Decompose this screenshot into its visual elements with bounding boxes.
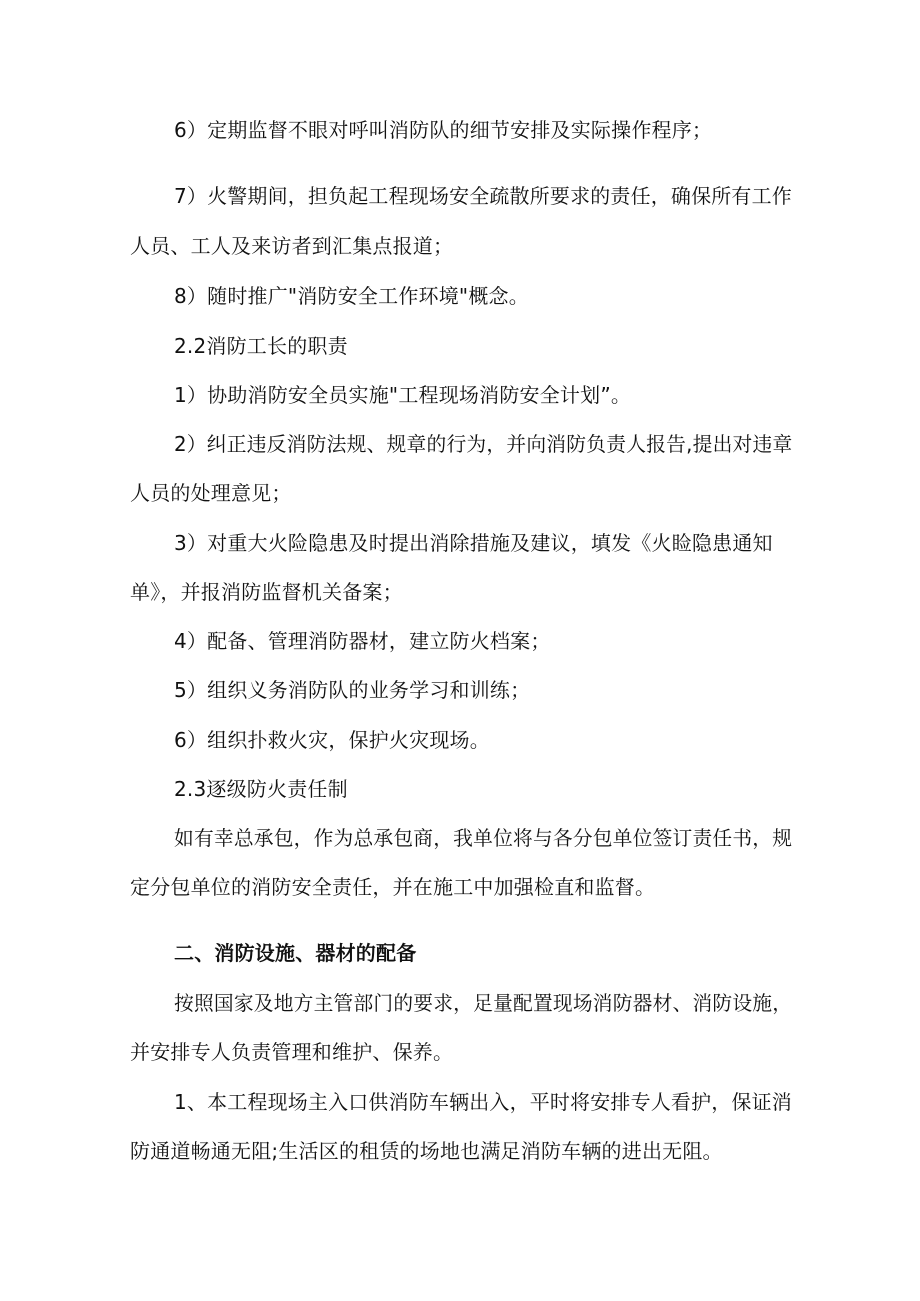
duty-2-line1: 2）纠正违反消防法规、规章的行为，并向消防负责人报告,提出对违章 — [174, 432, 793, 456]
chapter-2-heading: 二、消防设施、器材的配备 — [174, 941, 417, 965]
duty-5: 5）组织义务消防队的业务学习和训练； — [174, 678, 531, 702]
duty-2-line2: 人员的处理意见； — [130, 481, 292, 505]
duty-3-line1: 3）对重大火险隐患及时提出消除措施及建议，填发《火睑隐患通知 — [174, 531, 773, 555]
duty-1: 1）协助消防安全员实施"工程现场消防安全计划”。 — [174, 383, 632, 407]
section-2-3-heading: 2.3逐级防火责任制 — [174, 777, 348, 801]
section-2-2-heading: 2.2消防工长的职责 — [174, 334, 348, 358]
equipment-para-line2: 并安排专人负责管理和维护、保养。 — [130, 1040, 454, 1064]
duty-6: 6）组织扑救火灾，保护火灾现场。 — [174, 728, 490, 752]
item-6-supervise-drills: 6）定期监督不眼对呼叫消防队的细节安排及实际操作程序； — [174, 118, 713, 142]
item-1-entrance-line2: 防通道畅通无阻;生活区的租赁的场地也满足消防车辆的进出无阻。 — [130, 1139, 723, 1163]
item-7-evacuation-line2: 人员、工人及来访者到汇集点报道； — [130, 234, 454, 258]
duty-3-line2: 单》，并报消防监督机关备案； — [130, 580, 403, 604]
item-7-evacuation-line1: 7）火警期间，担负起工程现场安全疏散所要求的责任，确保所有工作 — [174, 184, 792, 208]
item-8-promote: 8）随时推广"消防安全工作环境"概念。 — [174, 284, 529, 308]
responsibility-para-line1: 如有幸总承包，作为总承包商，我单位将与各分包单位签订责任书，规 — [174, 826, 793, 850]
item-1-entrance-line1: 1、本工程现场主入口供消防车辆出入，平时将安排专人看护，保证消 — [174, 1090, 792, 1114]
equipment-para-line1: 按照国家及地方主管部门的要求，足量配置现场消防器材、消防设施， — [174, 991, 793, 1015]
duty-4: 4）配备、管理消防器材，建立防火档案； — [174, 629, 551, 653]
responsibility-para-line2: 定分包单位的消防安全责任，并在施工中加强检直和监督。 — [130, 875, 656, 899]
